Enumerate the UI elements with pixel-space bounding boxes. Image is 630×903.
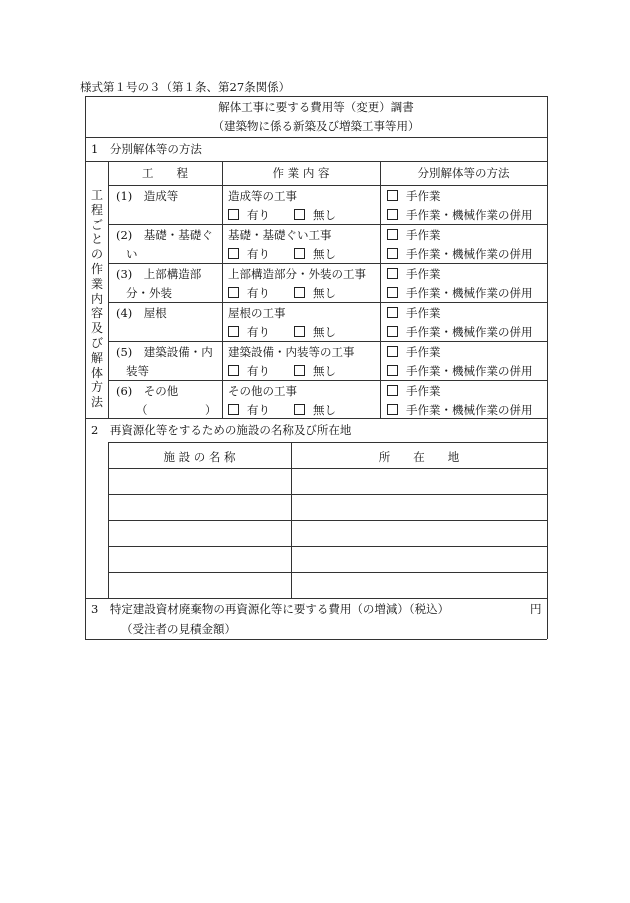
checkbox-no[interactable] xyxy=(294,326,305,337)
col-facility-location: 所 在 地 xyxy=(378,450,460,464)
method-combined xyxy=(387,364,533,378)
work-label: 建築設備・内装等の工事 xyxy=(228,345,355,359)
combined-label: 手作業・機械作業の併用 xyxy=(406,247,533,261)
no-label: 無し xyxy=(313,325,336,339)
facility-location-cell[interactable] xyxy=(296,526,542,540)
checkbox-combined[interactable] xyxy=(387,248,398,259)
yes-no-options xyxy=(228,286,336,300)
checkbox-yes[interactable] xyxy=(228,248,239,259)
checkbox-combined[interactable] xyxy=(387,287,398,298)
checkbox-manual[interactable] xyxy=(387,346,398,357)
process-label: (3) 上部構造部 xyxy=(116,267,202,281)
row-divider xyxy=(108,380,547,381)
checkbox-manual[interactable] xyxy=(387,229,398,240)
title-divider xyxy=(85,137,547,138)
facility-row-line xyxy=(108,468,547,469)
col-method-header: 分別解体等の方法 xyxy=(417,166,510,180)
yes-no-options xyxy=(228,364,336,378)
section3-note: （受注者の見積金額） xyxy=(121,622,236,636)
row-divider xyxy=(108,224,547,225)
yes-no-options xyxy=(228,325,336,339)
section1-heading: 1 分別解体等の方法 xyxy=(91,142,202,156)
method-manual xyxy=(387,306,441,320)
method-combined xyxy=(387,325,533,339)
combined-label: 手作業・機械作業の併用 xyxy=(406,286,533,300)
work-label: 上部構造部分・外装の工事 xyxy=(228,267,366,281)
work-label: その他の工事 xyxy=(228,384,297,398)
facility-row-line xyxy=(108,572,547,573)
section2-header-top xyxy=(108,442,547,443)
checkbox-manual[interactable] xyxy=(387,268,398,279)
checkbox-manual[interactable] xyxy=(387,190,398,201)
section3-heading: 3 特定建設資材廃棄物の再資源化等に要する費用（の増減）（税込） xyxy=(91,602,450,616)
facility-name-cell[interactable] xyxy=(112,578,287,592)
method-manual xyxy=(387,189,441,203)
no-label: 無し xyxy=(313,247,336,261)
facility-name-cell[interactable] xyxy=(112,526,287,540)
checkbox-yes[interactable] xyxy=(228,365,239,376)
combined-label: 手作業・機械作業の併用 xyxy=(406,364,533,378)
checkbox-combined[interactable] xyxy=(387,209,398,220)
frame-top xyxy=(85,96,547,97)
section2-heading: 2 再資源化等をするための施設の名称及び所在地 xyxy=(91,423,352,437)
checkbox-combined[interactable] xyxy=(387,404,398,415)
checkbox-yes[interactable] xyxy=(228,326,239,337)
facility-name-cell[interactable] xyxy=(112,474,287,488)
work-label: 造成等の工事 xyxy=(228,189,297,203)
work-label: 基礎・基礎ぐい工事 xyxy=(228,228,332,242)
manual-label: 手作業 xyxy=(406,228,441,242)
row-divider xyxy=(108,263,547,264)
method-manual xyxy=(387,384,441,398)
process-label-cont: 装等 xyxy=(126,364,149,378)
yes-label: 有り xyxy=(247,325,270,339)
yes-label: 有り xyxy=(247,403,270,417)
facility-location-cell[interactable] xyxy=(296,500,542,514)
yes-no-options xyxy=(228,403,336,417)
checkbox-manual[interactable] xyxy=(387,385,398,396)
process-label-cont: （ ） xyxy=(136,403,217,417)
no-label: 無し xyxy=(313,403,336,417)
process-label: (2) 基礎・基礎ぐ xyxy=(116,228,213,242)
no-label: 無し xyxy=(313,208,336,222)
checkbox-no[interactable] xyxy=(294,209,305,220)
form-label: 様式第１号の３（第１条、第27条関係） xyxy=(80,80,291,94)
section1-divider xyxy=(85,161,547,162)
checkbox-yes[interactable] xyxy=(228,287,239,298)
yes-no-options xyxy=(228,247,336,261)
form-subtitle: （建築物に係る新築及び増築工事等用） xyxy=(212,119,420,133)
frame-left xyxy=(85,96,86,639)
facility-location-cell[interactable] xyxy=(296,474,542,488)
checkbox-no[interactable] xyxy=(294,287,305,298)
facility-location-cell[interactable] xyxy=(296,552,542,566)
process-label: (5) 建築設備・内 xyxy=(116,345,213,359)
method-combined xyxy=(387,208,533,222)
process-label: (1) 造成等 xyxy=(116,189,179,203)
facility-name-cell[interactable] xyxy=(112,552,287,566)
process-label: (4) 屋根 xyxy=(116,306,167,320)
manual-label: 手作業 xyxy=(406,306,441,320)
facility-row-line xyxy=(108,546,547,547)
section3-unit: 円 xyxy=(530,602,542,616)
checkbox-manual[interactable] xyxy=(387,307,398,318)
section2-bottom xyxy=(85,598,547,599)
checkbox-combined[interactable] xyxy=(387,365,398,376)
form-title: 解体工事に要する費用等（変更）調書 xyxy=(218,100,414,114)
checkbox-yes[interactable] xyxy=(228,404,239,415)
yes-label: 有り xyxy=(247,364,270,378)
no-label: 無し xyxy=(313,364,336,378)
section1-bottom xyxy=(85,418,547,419)
row-divider xyxy=(108,302,547,303)
process-label-cont: い xyxy=(126,247,138,261)
facility-row-line xyxy=(108,520,547,521)
row-divider xyxy=(108,341,547,342)
side-label: 工 程 ご と の 作 業 内 容 及 び 解 体 方 法 xyxy=(90,188,103,410)
col-facility-name: 施 設 の 名 称 xyxy=(163,450,236,464)
manual-label: 手作業 xyxy=(406,267,441,281)
process-label: (6) その他 xyxy=(116,384,179,398)
s1-header-divider xyxy=(108,185,547,186)
checkbox-combined[interactable] xyxy=(387,326,398,337)
checkbox-yes[interactable] xyxy=(228,209,239,220)
checkbox-no[interactable] xyxy=(294,404,305,415)
yes-no-options xyxy=(228,208,336,222)
col-process-header: 工 程 xyxy=(142,166,188,180)
facility-name-cell[interactable] xyxy=(112,500,287,514)
combined-label: 手作業・機械作業の併用 xyxy=(406,208,533,222)
method-manual xyxy=(387,345,441,359)
manual-label: 手作業 xyxy=(406,384,441,398)
frame-right xyxy=(547,96,548,639)
combined-label: 手作業・機械作業の併用 xyxy=(406,325,533,339)
checkbox-no[interactable] xyxy=(294,365,305,376)
facility-location-cell[interactable] xyxy=(296,578,542,592)
no-label: 無し xyxy=(313,286,336,300)
yes-label: 有り xyxy=(247,286,270,300)
combined-label: 手作業・機械作業の併用 xyxy=(406,403,533,417)
manual-label: 手作業 xyxy=(406,189,441,203)
method-combined xyxy=(387,286,533,300)
frame-bottom xyxy=(85,639,547,640)
process-label-cont: 分・外装 xyxy=(126,286,172,300)
method-combined xyxy=(387,403,533,417)
manual-label: 手作業 xyxy=(406,345,441,359)
work-label: 屋根の工事 xyxy=(228,306,286,320)
checkbox-no[interactable] xyxy=(294,248,305,259)
method-combined xyxy=(387,247,533,261)
col-work-header: 作 業 内 容 xyxy=(272,166,330,180)
method-manual xyxy=(387,228,441,242)
method-manual xyxy=(387,267,441,281)
yes-label: 有り xyxy=(247,247,270,261)
facility-row-line xyxy=(108,494,547,495)
yes-label: 有り xyxy=(247,208,270,222)
